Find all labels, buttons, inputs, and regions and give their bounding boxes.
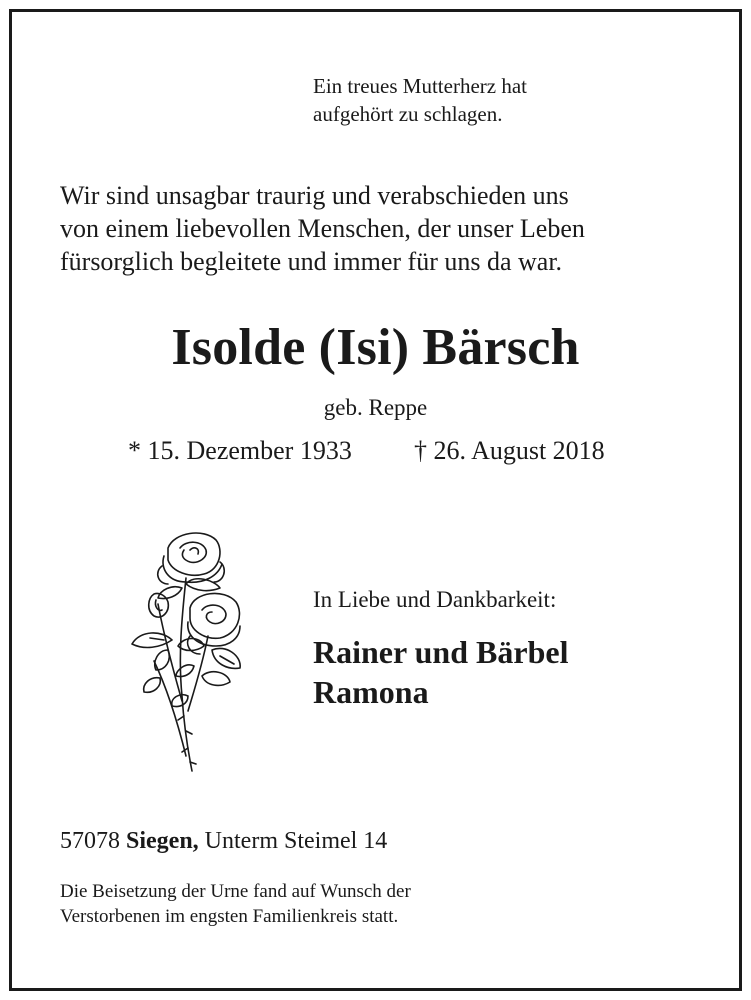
death-date: † 26. August 2018 — [414, 436, 605, 465]
burial-notice — [60, 879, 411, 929]
address — [60, 826, 387, 856]
intro-line: fürsorglich begleitete und immer für uns da war. — [60, 247, 563, 276]
mourners-names — [313, 632, 568, 712]
notice-line: Die Beisetzung der Urne fand auf Wunsch der — [60, 881, 411, 902]
mourner-line: Ramona — [313, 674, 429, 710]
birth-date: * 15. Dezember 1933 — [128, 436, 352, 465]
mourners-heading: In Liebe und Dankbarkeit: — [313, 587, 557, 612]
mourner-line: Rainer und Bärbel — [313, 634, 569, 670]
address-city: Siegen, — [126, 828, 199, 854]
address-postcode: 57078 — [60, 828, 120, 854]
intro-line: Wir sind unsagbar traurig und verabschieden uns — [60, 181, 569, 210]
address-street: Unterm Steimel 14 — [204, 828, 388, 854]
rose-icon — [124, 526, 244, 776]
motto — [313, 72, 527, 128]
intro-text — [60, 179, 585, 278]
deceased-name: Isolde (Isi) Bärsch — [171, 319, 580, 376]
notice-line: Verstorbenen im engsten Familienkreis statt. — [60, 906, 399, 927]
maiden-name: geb. Reppe — [323, 395, 428, 420]
intro-line: von einem liebevollen Menschen, der unser Leben — [60, 214, 585, 243]
motto-line: Ein treues Mutterherz hat — [313, 74, 527, 98]
motto-line: aufgehört zu schlagen. — [313, 102, 503, 126]
